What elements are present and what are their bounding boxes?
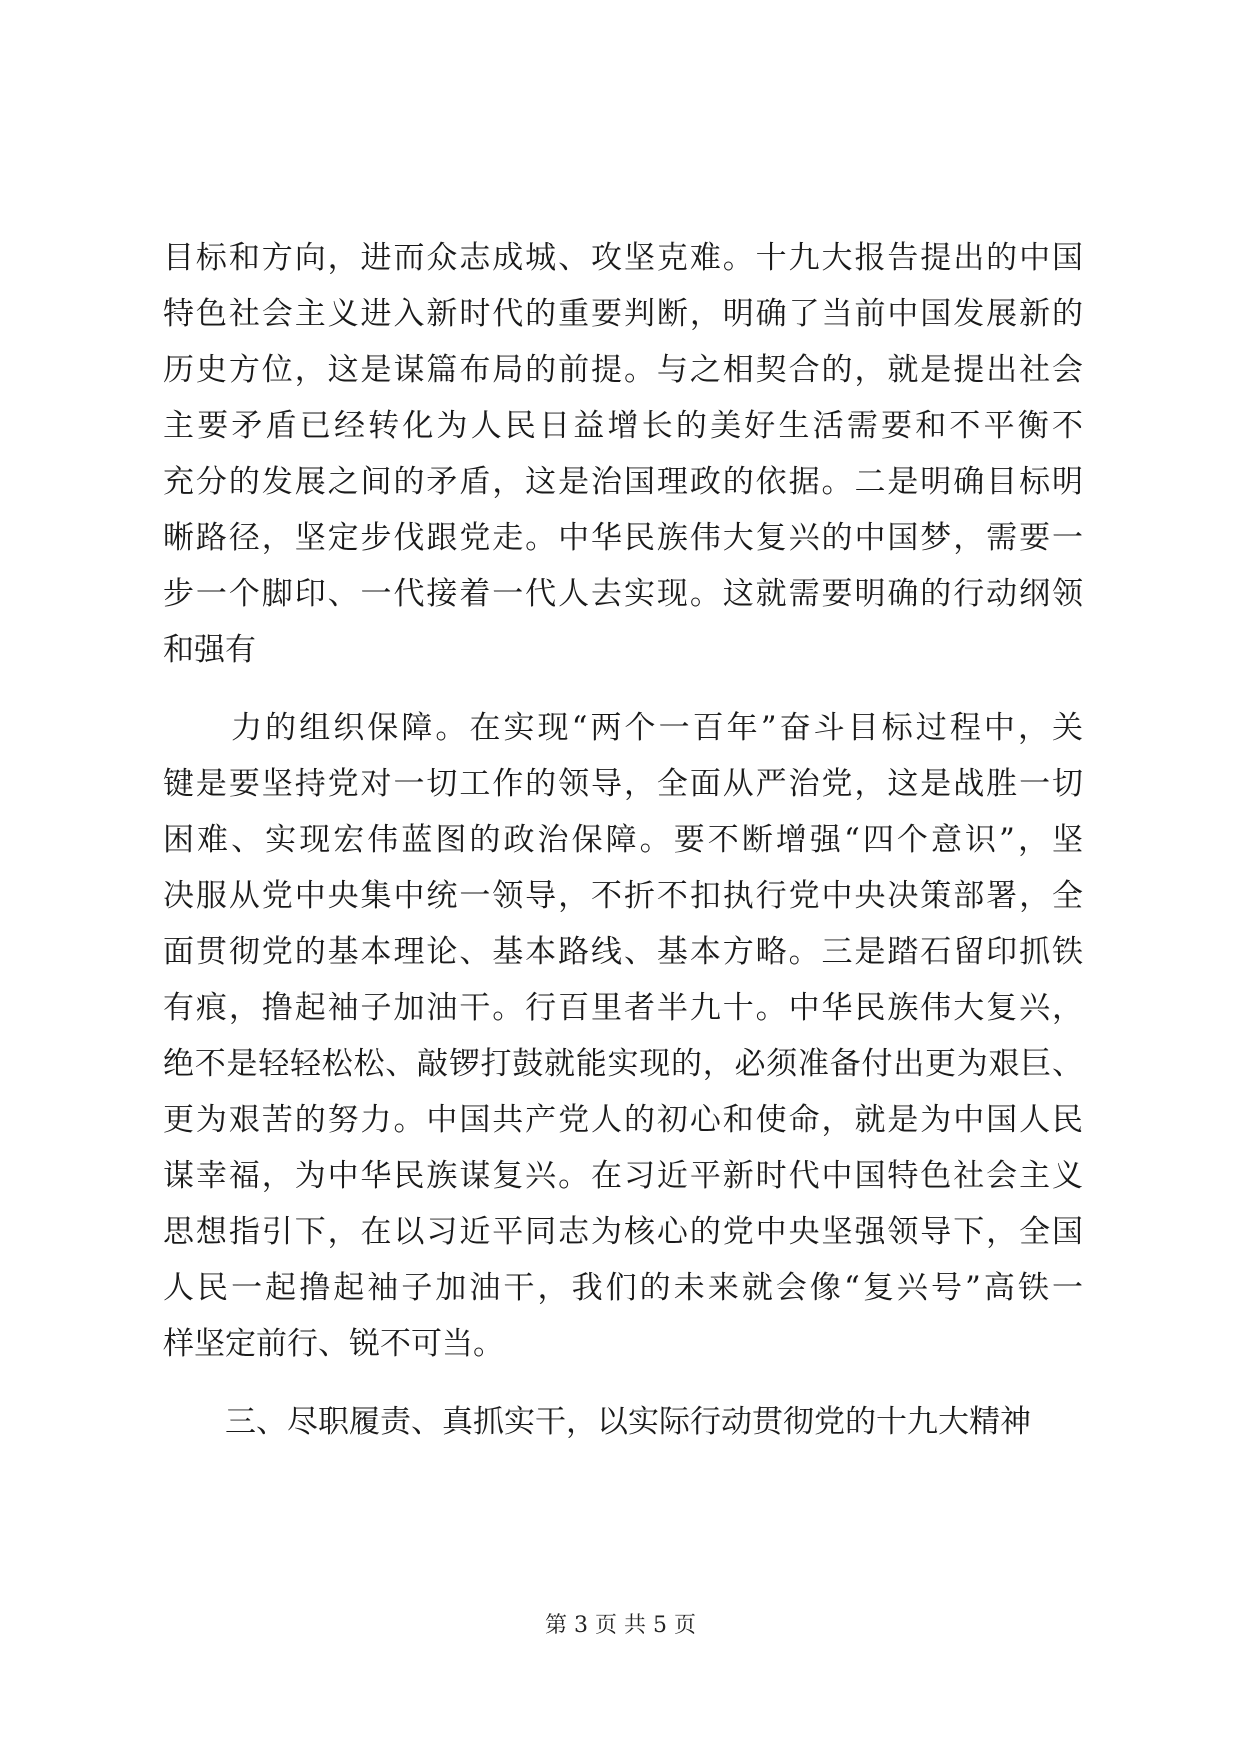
text-line: 主要矛盾已经转化为人民日益增长的美好生活需要和不平衡不: [163, 408, 1083, 444]
text-line: 决服从党中央集中统一领导，不折不扣执行党中央决策部署，全: [163, 878, 1083, 914]
text-line: 和强有: [163, 632, 256, 668]
text-line: 历史方位，这是谋篇布局的前提。与之相契合的，就是提出社会: [163, 352, 1083, 388]
text-line: 思想指引下，在以习近平同志为核心的党中央坚强领导下，全国: [163, 1214, 1083, 1250]
text-line: 更为艰苦的努力。中国共产党人的初心和使命，就是为中国人民: [163, 1102, 1083, 1138]
document-body: [163, 230, 1083, 1450]
page-number: 第 3 页 共 5 页: [545, 1613, 696, 1638]
paragraph: [163, 700, 1083, 1372]
text-line: 人民一起撸起袖子加油干，我们的未来就会像“复兴号”高铁一: [163, 1270, 1083, 1306]
text-line: 晰路径，坚定步伐跟党走。中华民族伟大复兴的中国梦，需要一: [163, 520, 1083, 556]
text-line: 谋幸福，为中华民族谋复兴。在习近平新时代中国特色社会主义: [163, 1158, 1083, 1194]
text-line: 步一个脚印、一代接着一代人去实现。这就需要明确的行动纲领: [163, 576, 1083, 612]
text-line: 面贯彻党的基本理论、基本路线、基本方略。三是踏石留印抓铁: [163, 934, 1083, 970]
text-line: 特色社会主义进入新时代的重要判断，明确了当前中国发展新的: [163, 296, 1083, 332]
text-line: 目标和方向，进而众志成城、攻坚克难。十九大报告提出的中国: [163, 240, 1083, 276]
text-line: 困难、实现宏伟蓝图的政治保障。要不断增强“四个意识”，坚: [163, 822, 1083, 858]
text-line: 充分的发展之间的矛盾，这是治国理政的依据。二是明确目标明: [163, 464, 1083, 500]
text-line: 三、尽职履责、真抓实干，以实际行动贯彻党的十九大精神: [163, 1404, 1031, 1440]
section-heading: [163, 1394, 1083, 1450]
text-line: 键是要坚持党对一切工作的领导，全面从严治党，这是战胜一切: [163, 766, 1083, 802]
page-footer: [0, 1612, 1241, 1640]
text-line: 样坚定前行、锐不可当。: [163, 1326, 504, 1362]
text-line: 有痕，撸起袖子加油干。行百里者半九十。中华民族伟大复兴，: [163, 990, 1083, 1026]
paragraph: [163, 230, 1083, 678]
text-line: 力的组织保障。在实现“两个一百年”奋斗目标过程中，关: [163, 710, 1083, 746]
text-line: 绝不是轻轻松松、敲锣打鼓就能实现的，必须准备付出更为艰巨、: [163, 1046, 1083, 1082]
